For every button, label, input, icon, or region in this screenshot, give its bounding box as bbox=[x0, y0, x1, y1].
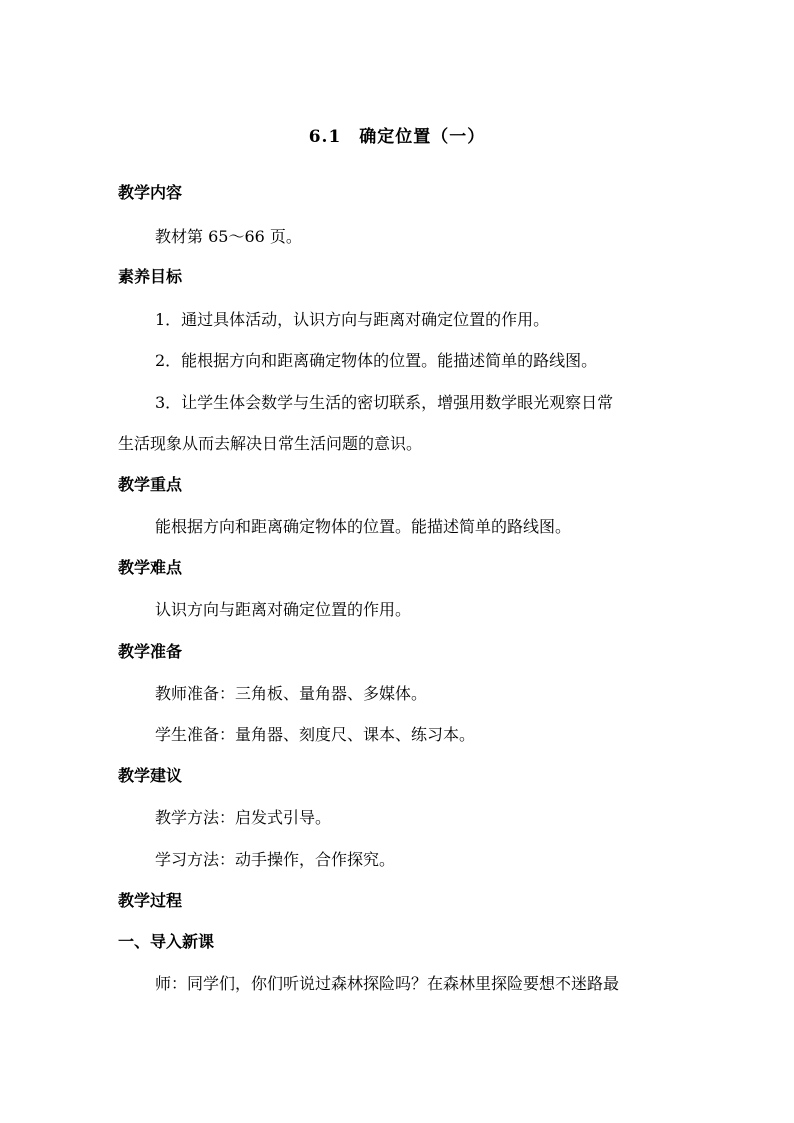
page-title: 6.1 确定位置（一） bbox=[308, 127, 486, 147]
heading-suggestions: 教学建议 bbox=[118, 766, 183, 785]
goal-item-1: 1．通过具体活动，认识方向与距离对确定位置的作用。 bbox=[155, 310, 550, 329]
goal-item-3: 3．让学生体会数学与生活的密切联系，增强用数学眼光观察日常 bbox=[155, 393, 614, 412]
heading-key-points: 教学重点 bbox=[118, 475, 183, 494]
text-key-points: 能根据方向和距离确定物体的位置。能描述简单的路线图。 bbox=[155, 517, 572, 536]
text-intro-line-1: 师：同学们，你们听说过森林探险吗？在森林里探险要想不迷路最 bbox=[155, 974, 620, 993]
text-teaching-content: 教材第 65～66 页。 bbox=[155, 227, 302, 246]
text-difficulties: 认识方向与距离对确定位置的作用。 bbox=[155, 600, 412, 619]
heading-teaching-content: 教学内容 bbox=[118, 183, 183, 202]
goal-item-3-continued: 生活现象从而去解决日常生活问题的意识。 bbox=[118, 434, 423, 453]
heading-process: 教学过程 bbox=[118, 891, 183, 910]
text-student-preparation: 学生准备：量角器、刻度尺、课本、练习本。 bbox=[155, 725, 476, 744]
text-learning-method: 学习方法：动手操作，合作探究。 bbox=[155, 850, 396, 869]
goal-item-2: 2．能根据方向和距离确定物体的位置。能描述简单的路线图。 bbox=[155, 351, 598, 370]
heading-difficulties: 教学难点 bbox=[118, 558, 183, 577]
text-teaching-method: 教学方法：启发式引导。 bbox=[155, 808, 332, 827]
text-teacher-preparation: 教师准备：三角板、量角器、多媒体。 bbox=[155, 684, 428, 703]
heading-goals: 素养目标 bbox=[118, 267, 183, 286]
heading-preparation: 教学准备 bbox=[118, 642, 183, 661]
subheading-intro: 一、导入新课 bbox=[118, 932, 215, 951]
